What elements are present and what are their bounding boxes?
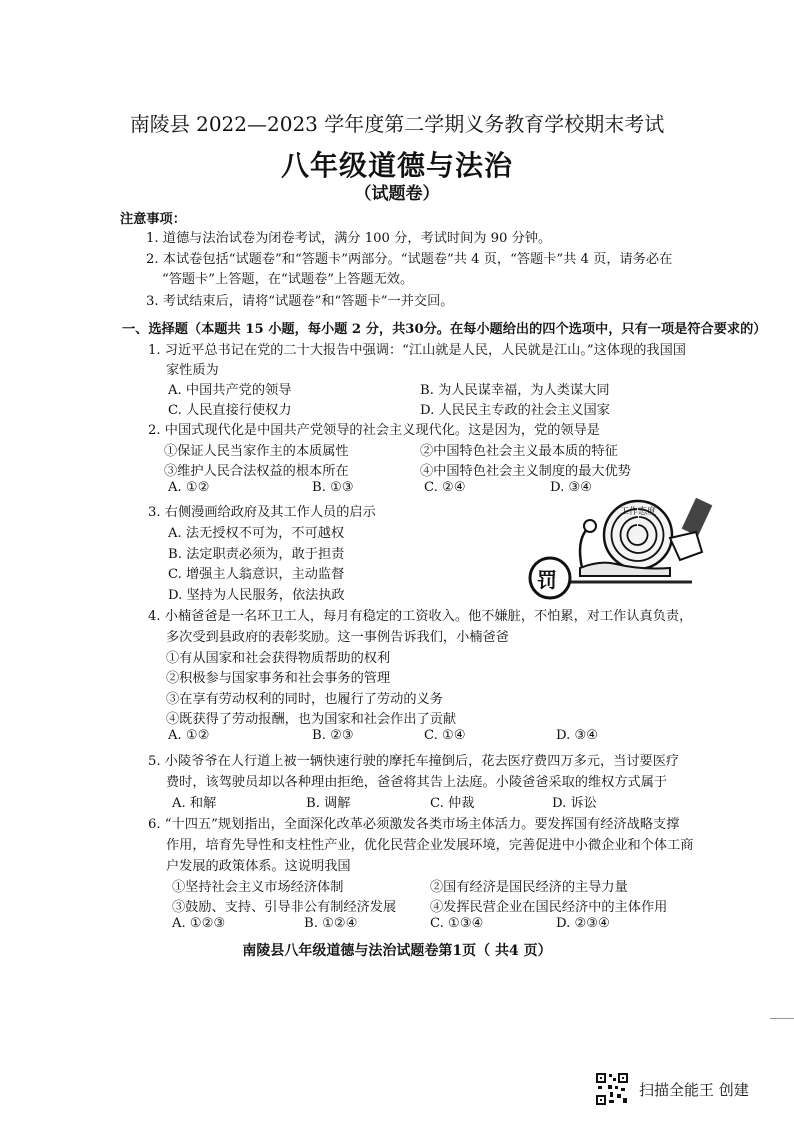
question-stem: 6. “十四五”规划指出，全面深化改革必须激发各类市场主体活力。要发挥国有经济战略支撑 — [148, 817, 680, 832]
option-c: C. 仲裁 — [430, 796, 475, 811]
question-stem: 3. 右侧漫画给政府及其工作人员的启示 — [148, 505, 376, 520]
page-footer: 南陵县八年级道德与法治试题卷第1页（ 共4 页） — [242, 943, 552, 959]
statement: ②国有经济是国民经济的主导力量 — [430, 880, 628, 895]
question-stem: 费时，该驾驶员却以各种理由拒绝，爸爸将其告上法庭。小陵爸爸采取的维权方式属于 — [166, 775, 668, 790]
option-c: C. ①④ — [424, 728, 466, 743]
paper-type: （试题卷） — [354, 184, 440, 204]
option-c: C. 人民直接行使权力 — [168, 403, 292, 418]
option-a: A. ①② — [168, 480, 210, 495]
scan-edge-mark — [770, 1018, 794, 1019]
option-a: A. 法无授权不可为，不可越权 — [168, 526, 345, 541]
notes-item: 3. 考试结束后，请将“试题卷”和“答题卡”一并交回。 — [146, 294, 454, 309]
statement: ③在享有劳动权利的同时，也履行了劳动的义务 — [166, 692, 443, 707]
option-d: D. 诉讼 — [552, 796, 597, 811]
statement: ④发挥民营企业在国民经济中的主体作用 — [430, 900, 668, 915]
question-stem: 5. 小陵爷爷在人行道上被一辆快速行驶的摩托车撞倒后，花去医疗费四万多元，当讨要医疗 — [148, 754, 680, 769]
option-c: C. ②④ — [424, 480, 466, 495]
option-a: A. 和解 — [172, 796, 217, 811]
option-d: D. 坚持为人民服务，依法执政 — [168, 588, 345, 603]
option-c: C. ①③④ — [430, 916, 484, 931]
option-a: A. ①② — [168, 728, 210, 743]
option-c: C. 增强主人翁意识，主动监督 — [168, 567, 345, 582]
statement: ③维护人民合法权益的根本所在 — [164, 464, 349, 479]
option-d: D. 人民民主专政的社会主义国家 — [420, 403, 610, 418]
statement: ③鼓励、支持、引导非公有制经济发展 — [172, 900, 397, 915]
question-stem: 家性质为 — [166, 363, 219, 378]
scanner-watermark — [595, 1069, 785, 1109]
option-a: A. ①②③ — [172, 916, 226, 931]
section-heading: 一、选择题（本题共 15 小题，每小题 2 分，共30分。在每小题给出的四个选项中，只有一项是符合要求的） — [122, 322, 767, 337]
question-stem: 作用，培育先导性和支柱性产业，优化民营企业发展环境，完善促进中小微企业和个体工商 — [166, 838, 694, 853]
penalty-badge-text: 罚 — [537, 568, 557, 592]
statement: ①坚持社会主义市场经济体制 — [172, 880, 344, 895]
option-d: D. ③④ — [550, 480, 593, 495]
option-b: B. ②③ — [312, 728, 354, 743]
statement: ②中国特色社会主义最本质的特征 — [420, 444, 618, 459]
shell-label: 工作态度 — [620, 507, 657, 517]
watermark-text: 扫描全能王 创建 — [639, 1081, 749, 1099]
question-stem: 1. 习近平总书记在党的二十大报告中强调：“江山就是人民，人民就是江山。”这体现的我国国 — [148, 343, 686, 358]
option-d: D. ③④ — [556, 728, 599, 743]
notes-item: 2. 本试卷包括“试题卷”和“答题卡”两部分。“试题卷”共 4 页，“答题卡”共 4 页，请务必在 — [146, 252, 673, 267]
statement: ④既获得了劳动报酬，也为国家和社会作出了贡献 — [166, 712, 457, 727]
option-b: B. 调解 — [306, 796, 351, 811]
question-stem: 4. 小楠爸爸是一名环卫工人，每月有稳定的工资收入。他不嫌脏，不怕累，对工作认真负责， — [148, 609, 693, 624]
question-stem: 2. 中国式现代化是中国共产党领导的社会主义现代化。这是因为，党的领导是 — [148, 423, 600, 438]
option-a: A. 中国共产党的领导 — [168, 383, 292, 398]
qr-code-icon — [595, 1072, 629, 1106]
option-d: D. ②③④ — [556, 916, 610, 931]
option-b: B. 为人民谋幸福，为人类谋大同 — [420, 383, 610, 398]
subject-title: 八年级道德与法治 — [280, 149, 513, 182]
option-b: B. ①②④ — [304, 916, 358, 931]
notes-item: “答题卡”上答题，在“试题卷”上答题无效。 — [162, 272, 414, 287]
notes-item: 1. 道德与法治试卷为闭卷考试，满分 100 分，考试时间为 90 分钟。 — [146, 231, 552, 246]
option-b: B. 法定职责必须为，敢于担责 — [168, 547, 345, 562]
statement: ①有从国家和社会获得物质帮助的权利 — [166, 651, 391, 666]
exam-title: 南陵县 2022—2023 学年度第二学期义务教育学校期末考试 — [129, 112, 665, 136]
option-b: B. ①③ — [312, 480, 354, 495]
statement: ①保证人民当家作主的本质属性 — [164, 444, 349, 459]
notes-heading: 注意事项： — [120, 212, 186, 227]
question-stem: 户发展的政策体系。这说明我国 — [166, 859, 351, 874]
cartoon-illustration — [520, 490, 720, 610]
statement: ④中国特色社会主义制度的最大优势 — [420, 464, 631, 479]
statement: ②积极参与国家事务和社会事务的管理 — [166, 671, 391, 686]
question-stem: 多次受到县政府的表彰奖励。这一事例告诉我们，小楠爸爸 — [166, 630, 509, 645]
